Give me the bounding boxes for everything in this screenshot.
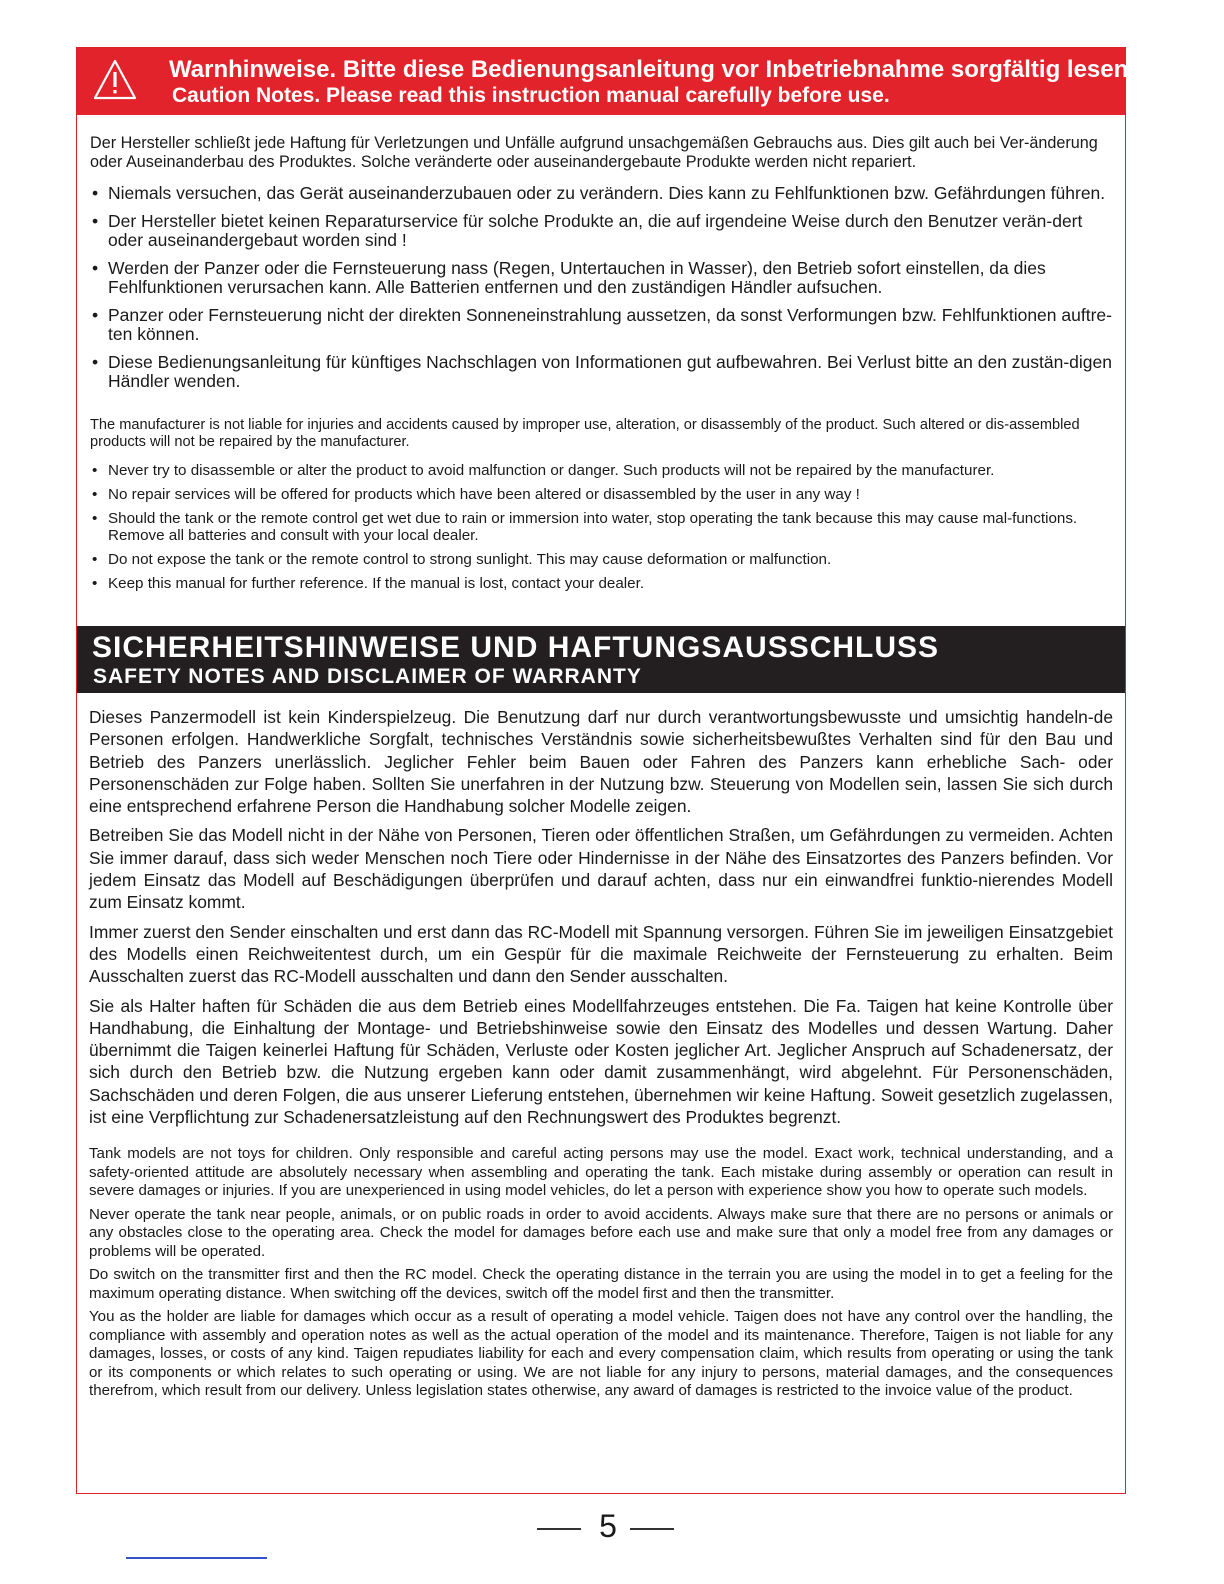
safety-paragraph-de: Immer zuerst den Sender einschalten und erst dann das RC-Modell mit Spannung versorgen. Führen Sie im jeweiligen Einsatzgebiet des Modells einen Reichweitentest durch, um ein Gespür für die maximale Reichweite der Fernsteuerung zu erhalten. Beim Ausschalten zuerst das RC-Modell ausschalten und dann den Sender ausschalten. [89,921,1113,987]
safety-title-en: SAFETY NOTES AND DISCLAIMER OF WARRANTY [93,665,642,688]
caution-title-de: Warnhinweise. Bitte diese Bedienungsanleitung vor Inbetriebnahme sorgfältig lesen. [169,56,1135,83]
caution-list-de [90,184,1112,391]
list-item: • Niemals versuchen, das Gerät auseinanderzubauen oder zu verändern. Dies kann zu Fehlfunktionen bzw. Gefährdungen führen. [90,184,1112,203]
list-item: • Should the tank or the remote control get wet due to rain or immersion into water, stop operating the tank because this may cause mal-functions. Remove all batteries and consult with your local dealer. [90,510,1112,544]
footer-rule-right [630,1528,674,1530]
page-frame [76,47,1135,1494]
list-item: • Panzer oder Fernsteuerung nicht der direkten Sonneneinstrahlung aussetzen, da sonst Verformungen bzw. Fehlfunktionen auftre-ten können. [90,306,1112,344]
safety-paragraph-en: You as the holder are liable for damages which occur as a result of operating a model vehicle. Taigen does not have any control over the handling, the compliance with assembly and operation notes as well as the actual operation of the model and its maintenance. Therefore, Taigen is not liable for any damages, losses, or costs of any kind. Taigen repudiates liability for each and every compensation claim, which results from operating or using the tank or its components or which relates to such operating or using. We are not liable for any injury to persons, material damages, and the consequences therefrom, which result from our delivery. Unless legislation states otherwise, any award of damages is restricted to the invoice value of the product. [89,1308,1113,1400]
caution-header [77,48,1135,115]
safety-paragraph-de: Betreiben Sie das Modell nicht in der Nähe von Personen, Tieren oder öffentlichen Straßen, um Gefährdungen zu vermeiden. Achten Sie immer darauf, dass sich weder Menschen noch Tiere oder Hindernisse in der Nähe des Einsatzortes des Panzers befinden. Vor jedem Einsatz das Modell auf Beschädigungen überprüfen und darauf achten, dass nur ein einwandfrei funktio-nierendes Modell zum Einsatz kommt. [89,825,1113,913]
list-item: • Do not expose the tank or the remote control to strong sunlight. This may cause deformation or malfunction. [90,551,1112,568]
list-item: • Werden der Panzer oder die Fernsteuerung nass (Regen, Untertauchen in Wasser), den Betrieb sofort einstellen, da dies Fehlfunktionen verursachen kann. Alle Batterien entfernen und den zuständigen Händler aufsuchen. [90,259,1112,297]
caution-intro-en: The manufacturer is not liable for injuries and accidents caused by improper use, alteration, or disassembly of the product. Such altered or dis-assembled products will not be repaired by the manufacturer. [90,417,1080,450]
list-item: • Never try to disassemble or alter the product to avoid malfunction or danger. Such products will not be repaired by the manufacturer. [90,462,1112,479]
list-item: • Keep this manual for further reference. If the manual is lost, contact your dealer. [90,575,1112,592]
safety-header [77,626,1125,693]
page-footer [0,1508,1224,1548]
caution-section [90,134,1112,592]
list-item: • Der Hersteller bietet keinen Reparaturservice für solche Produkte an, die auf irgendeine Weise durch den Benutzer verän-dert oder auseinandergebaut worden sind ! [90,212,1112,250]
safety-paragraph-en: Tank models are not toys for children. Only responsible and careful acting persons may use the model. Exact work, technical understanding, and a safety-oriented attitude are absolutely necessary when assembling and operating the tank. Each mistake during assembly or operation can result in severe damages or injuries. If you are unexperienced in using model vehicles, do let a person with experience show you how to operate such models. [89,1145,1113,1200]
footer-rule-left [537,1528,581,1530]
list-item: • No repair services will be offered for products which have been altered or disassembled by the user in any way ! [90,486,1112,503]
page-number: 5 [599,1508,617,1544]
warning-triangle-icon [92,58,138,102]
safety-title-de: SICHERHEITSHINWEISE UND HAFTUNGSAUSSCHLUSS [92,631,940,664]
bottom-underline [126,1557,267,1559]
safety-paragraph-de: Sie als Halter haften für Schäden die aus dem Betrieb eines Modellfahrzeuges entstehen. Die Fa. Taigen hat keine Kontrolle über Handhabung, die Einhaltung der Montage- und Betriebshinweise sowie den Einsatz des Modelles und dessen Wartung. Daher übernimmt die Taigen keinerlei Haftung für Schäden, Verluste oder Kosten jeglicher Art. Jeglicher Anspruch auf Schadenersatz, der sich durch den Betrieb bzw. die Nutzung ergeben kann oder damit zusammenhängt, wird abgelehnt. Für Personenschäden, Sachschäden und deren Folgen, die aus unserer Lieferung entstehen, übernehmen wir keine Haftung. Soweit gesetzlich zugelassen, ist eine Verpflichtung zur Schadenersatzleistung auf den Rechnungswert des Produktes begrenzt. [89,995,1113,1128]
safety-paragraph-en: Never operate the tank near people, animals, or on public roads in order to avoid accidents. Always make sure that there are no persons or animals or any obstacles close to the operating area. Check the model for damages before each use and make sure that only a model free from any damages or problems will be operated. [89,1205,1113,1260]
caution-intro-de: Der Hersteller schließt jede Haftung für Verletzungen und Unfälle aufgrund unsachgemäßen Gebrauchs aus. Dies gilt auch bei Ver-änderung oder Auseinanderbau des Produktes. Solche veränderte oder auseinandergebaute Produkte werden nicht repariert. [90,134,1098,171]
caution-list-en [90,462,1112,592]
safety-paragraph-de: Dieses Panzermodell ist kein Kinderspielzeug. Die Benutzung darf nur durch verantwortungsbewusste und umsichtig handeln-de Personen erfolgen. Handwerkliche Sorgfalt, technisches Verständnis sowie sicherheitsbewußtes Verhalten sind für den Bau und Betrieb des Panzers unerlässlich. Jeglicher Fehler beim Bauen oder Fahren des Panzers kann erhebliche Sach- oder Personenschäden zur Folge haben. Sollten Sie unerfahren in der Nutzung bzw. Steuerung von Modellen sein, lassen Sie sich durch eine entsprechend erfahrene Person die Handhabung solcher Modelle zeigen. [89,707,1113,817]
safety-body [89,706,1113,1406]
caution-title-en: Caution Notes. Please read this instruction manual carefully before use. [172,84,890,107]
safety-paragraph-en: Do switch on the transmitter first and then the RC model. Check the operating distance in the terrain you are using the model in to get a feeling for the maximum operating distance. When switching off the devices, switch off the model first and then the transmitter. [89,1266,1113,1302]
list-item: • Diese Bedienungsanleitung für künftiges Nachschlagen von Informationen gut aufbewahren. Bei Verlust bitte an den zustän-digen Händler wenden. [90,353,1112,391]
